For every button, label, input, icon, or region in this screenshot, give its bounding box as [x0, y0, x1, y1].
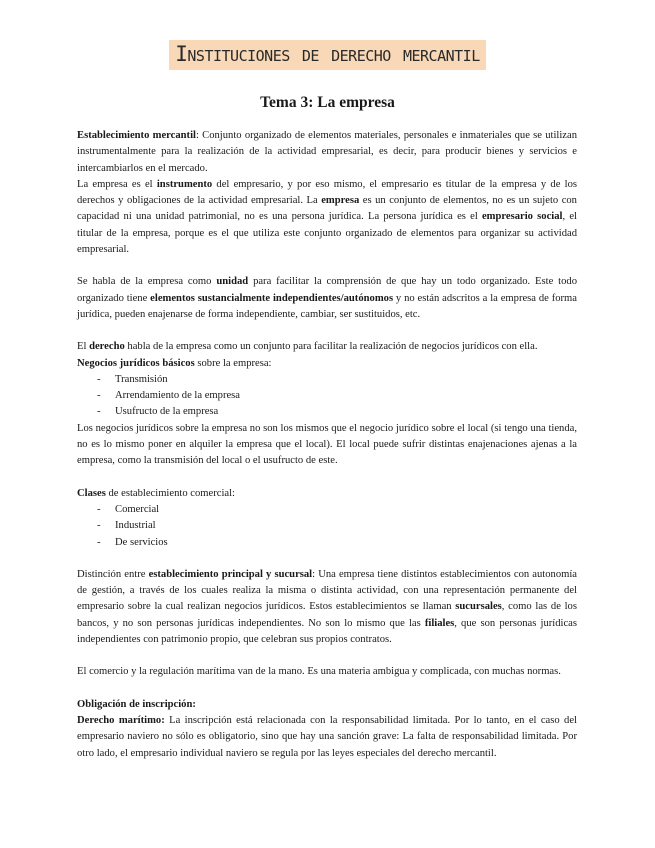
document-body: [77, 128, 577, 762]
paragraph-establecimiento: Establecimiento mercantil: Conjunto organizado de elementos materiales, personales e inmateriales que se utilizan instrumentalmente para la realización de la actividad empresarial, es decir, para producir bienes y servicios e intercambiarlos en el mercado.: [77, 130, 577, 174]
paragraph-instrumento: La empresa es el instrumento del empresario, y por eso mismo, el empresario es titular de la empresa y de los derechos y obligaciones de la actividad empresarial. La empresa es un conjunto de elementos, no es un sujeto con capacidad ni una unidad patrimonial, no es una persona jurídica. La persona jurídica es el empresario social, el titular de la empresa, porque es el que utiliza este conjunto organizado de elementos para organizar su actividad empresarial.: [77, 178, 577, 256]
heading-inscripcion: Obligación de inscripción:: [77, 698, 196, 710]
list-item: - Arrendamiento de la empresa: [77, 388, 577, 404]
topic-title: Tema 3: La empresa: [260, 94, 395, 111]
clases-list: [77, 502, 577, 551]
paragraph-negocios: Negocios jurídicos básicos sobre la empresa:: [77, 357, 272, 369]
list-item: - Comercial: [77, 502, 577, 518]
paragraph-local: Los negocios jurídicos sobre la empresa no son los mismos que el negocio jurídico sobre el local (si tengo una tienda, no es lo mismo poner en alquiler la empresa que el local). El local puede sufrir distintas enajenaciones ajenas a la empresa, como la transmisión del local o el usufructo de este.: [77, 422, 577, 467]
paragraph-clases: Clases de establecimiento comercial:: [77, 487, 235, 499]
list-item: - Industrial: [77, 518, 577, 534]
paragraph-unidad: Se habla de la empresa como unidad para facilitar la comprensión de que hay un todo organizado. Este todo organizado tiene elementos sustancialmente independientes/autónomos y no están adscritos a la empresa de forma jurídica, pueden enajenarse de forma independiente, cambiar, ser sustituidos, etc.: [77, 276, 578, 320]
paragraph-derecho-maritimo: Derecho marítimo: La inscripción está relacionada con la responsabilidad limitada. Por lo tanto, en el caso del empresario naviero no sólo es obligatorio, sino que hay una sanción grave: La falta de responsabilidad limitada. Por otro lado, el empresario individual naviero se regula por las leyes especiales del derecho mercantil.: [77, 714, 577, 759]
paragraph-sucursal: Distinción entre establecimiento principal y sucursal: Una empresa tiene distintos establecimientos con autonomía de gestión, a través de los cuales realiza la misma o distinta actividad, con una representación permanente del empresario sobre la cual realizan negocios jurídicos. Estos establecimientos se llaman sucursales, como las de los bancos, y no son personas jurídicas independientes. No son lo mismo que las filiales, que son personas jurídicas independientes con patrimonio propio, que celebran sus propios contratos.: [77, 568, 578, 646]
course-title: Instituciones de derecho mercantil: [169, 40, 486, 70]
negocios-list: [77, 372, 577, 421]
title-banner-wrap: [0, 0, 655, 70]
paragraph-derecho: El derecho habla de la empresa como un conjunto para facilitar la realización de negocios jurídicos con ella.: [77, 341, 538, 353]
list-item: - Usufructo de la empresa: [77, 404, 577, 420]
list-item: - Transmisión: [77, 372, 577, 388]
paragraph-maritimo: El comercio y la regulación marítima van de la mano. Es una materia ambigua y complicada, con muchas normas.: [77, 666, 561, 678]
list-item: - De servicios: [77, 535, 577, 551]
